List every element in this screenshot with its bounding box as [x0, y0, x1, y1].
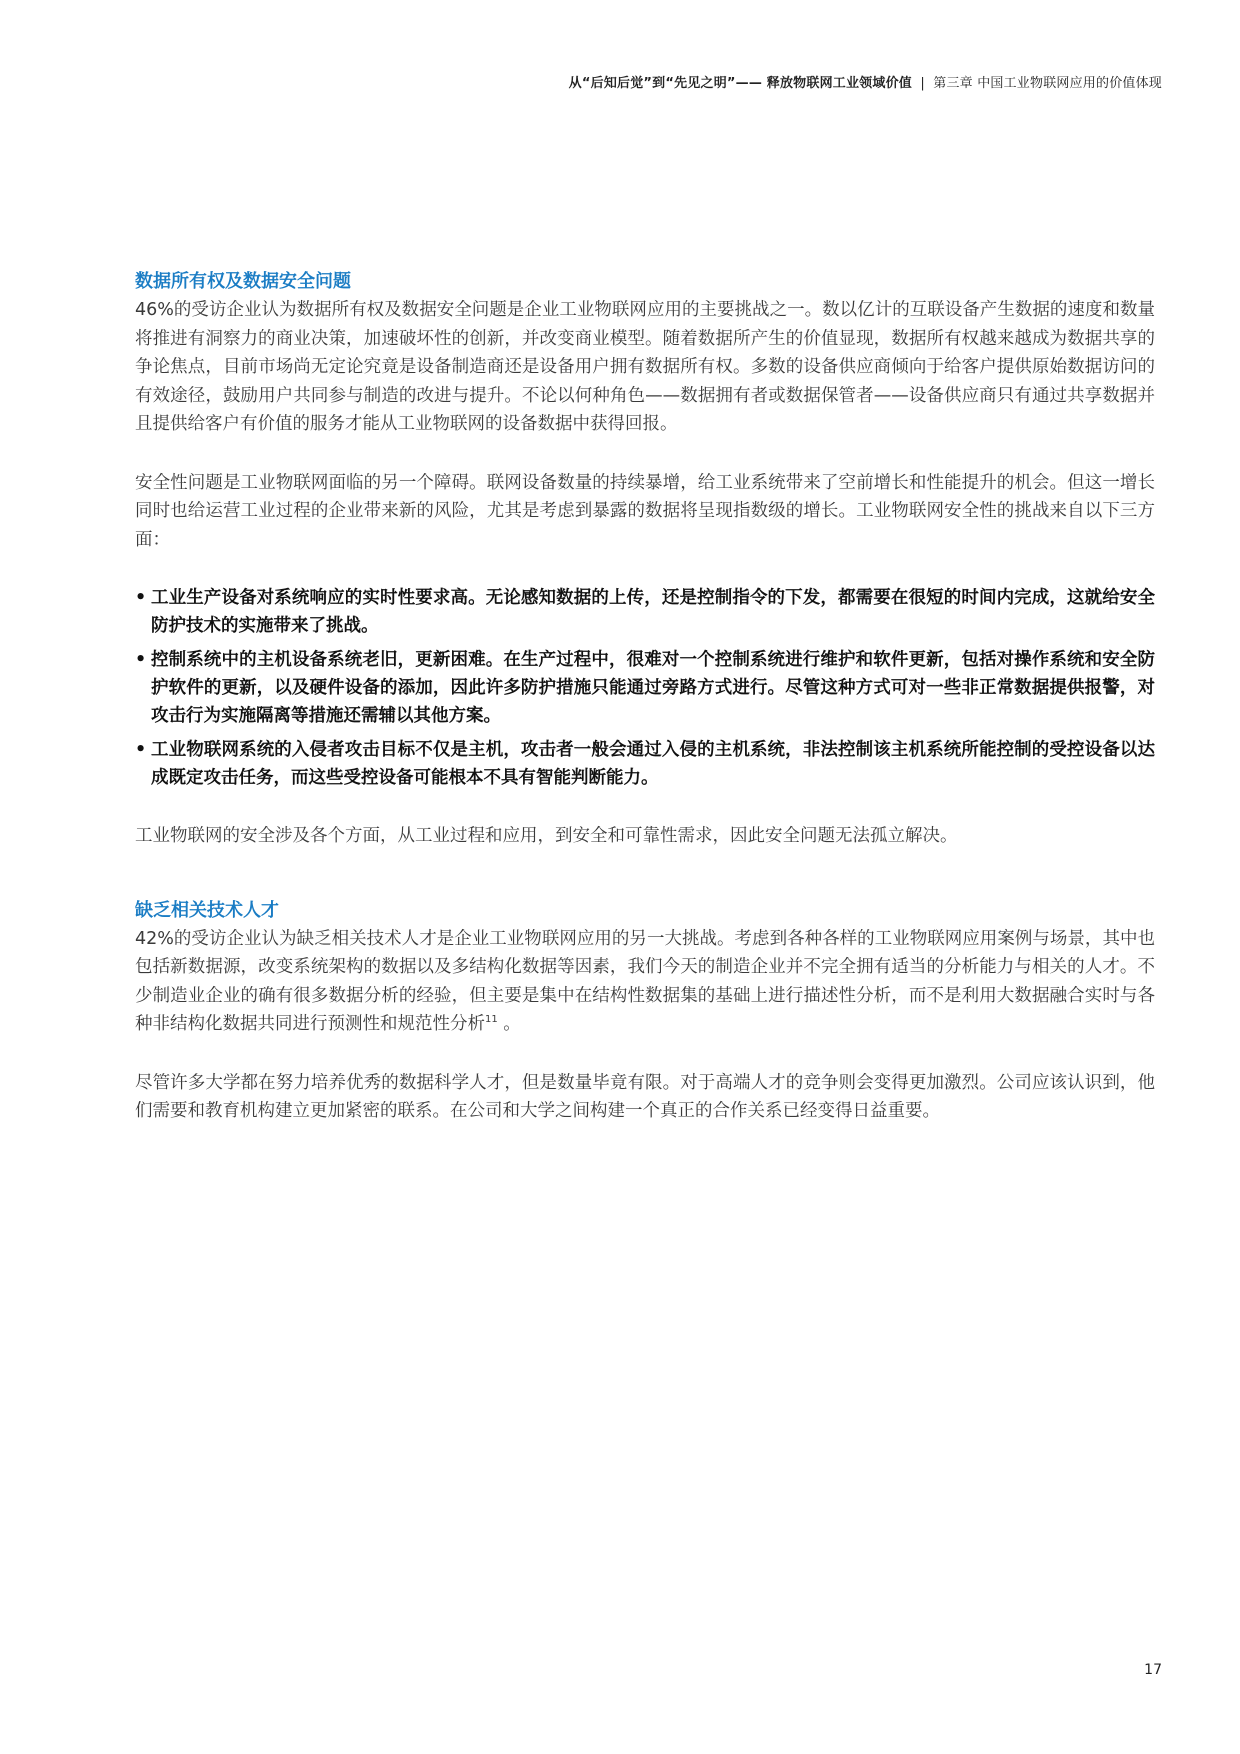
paragraph-data-ownership: 46%的受访企业认为数据所有权及数据安全问题是企业工业物联网应用的主要挑战之一。数以亿计的互联设备产生数据的速度和数量将推进有洞察力的商业决策，加速破坏性的创新，并改变商业模型。随着数据所产生的价值显现，数据所有权越来越成为数据共享的争论焦点，目前市场尚无定论究竟是设备制造商还是设备用户拥有数据所有权。多数的设备供应商倾向于给客户提供原始数据访问的有效途径，鼓励用户共同参与制造的改进与提升。不论以何种角色——数据拥有者或数据保管者——设备供应商只有通过共享数据并且提供给客户有价值的服务才能从工业物联网的设备数据中获得回报。 — [135, 300, 1155, 434]
paragraph-talent-gap-end: 。 — [497, 1014, 521, 1034]
footnote-reference: 11 — [485, 1014, 498, 1026]
list-item-text: 控制系统中的主机设备系统老旧，更新困难。在生产过程中，很难对一个控制系统进行维护和软件更新，包括对操作系统和安全防护软件的更新，以及硬件设备的添加，因此许多防护措施只能通过旁路方式进行。尽管这种方式可对一些非正常数据提供报警，对攻击行为实施隔离等措施还需辅以其他方案。 — [151, 650, 1155, 726]
security-challenges-list — [135, 584, 1155, 792]
chapter-title: 第三章 中国工业物联网应用的价值体现 — [933, 76, 1162, 91]
paragraph-talent-gap — [135, 925, 1155, 1039]
bullet-icon: • — [135, 588, 147, 608]
paragraph-talent-gap-text: 42%的受访企业认为缺乏相关技术人才是企业工业物联网应用的另一大挑战。考虑到各种各样的工业物联网应用案例与场景，其中也包括新数据源，改变系统架构的数据以及多结构化数据等因素，我们今天的制造企业并不完全拥有适当的分析能力与相关的人才。不少制造业企业的确有很多数据分析的经验，但主要是集中在结构性数据集的基础上进行描述性分析，而不是利用大数据融合实时与各种非结构化数据共同进行预测性和规范性分析 — [135, 928, 1155, 1034]
section-heading-data-security: 数据所有权及数据安全问题 — [135, 271, 351, 292]
list-item-text: 工业物联网系统的入侵者攻击目标不仅是主机，攻击者一般会通过入侵的主机系统，非法控制该主机系统所能控制的受控设备以达成既定攻击任务，而这些受控设备可能根本不具有智能判断能力。 — [151, 740, 1155, 788]
main-content — [135, 268, 1155, 1126]
section-heading-talent: 缺乏相关技术人才 — [135, 899, 279, 921]
bullet-icon: • — [135, 740, 147, 760]
page-number: 17 — [1144, 1662, 1162, 1678]
list-item-text: 工业生产设备对系统响应的实时性要求高。无论感知数据的上传，还是控制指令的下发，都需要在很短的时间内完成，这就给安全防护技术的实施带来了挑战。 — [151, 588, 1155, 636]
report-title: 从“后知后觉”到“先见之明”—— 释放物联网工业领域价值 — [568, 76, 912, 91]
running-header — [569, 72, 1162, 91]
paragraph-university-cooperation: 尽管许多大学都在努力培养优秀的数据科学人才，但是数量毕竟有限。对于高端人才的竞争则会变得更加激烈。公司应该认识到，他们需要和教育机构建立更加紧密的联系。在公司和大学之间构建一个真正的合作关系已经变得日益重要。 — [135, 1072, 1155, 1121]
header-separator: | — [920, 76, 925, 91]
paragraph-security-summary: 工业物联网的安全涉及各个方面，从工业过程和应用，到安全和可靠性需求，因此安全问题无法孤立解决。 — [135, 826, 958, 846]
list-item — [135, 646, 1155, 730]
paragraph-security-challenge: 安全性问题是工业物联网面临的另一个障碍。联网设备数量的持续暴增，给工业系统带来了空前增长和性能提升的机会。但这一增长同时也给运营工业过程的企业带来新的风险，尤其是考虑到暴露的数据将呈现指数级的增长。工业物联网安全性的挑战来自以下三方面： — [135, 472, 1155, 550]
list-item — [135, 584, 1155, 640]
bullet-icon: • — [135, 650, 147, 670]
list-item — [135, 736, 1155, 792]
